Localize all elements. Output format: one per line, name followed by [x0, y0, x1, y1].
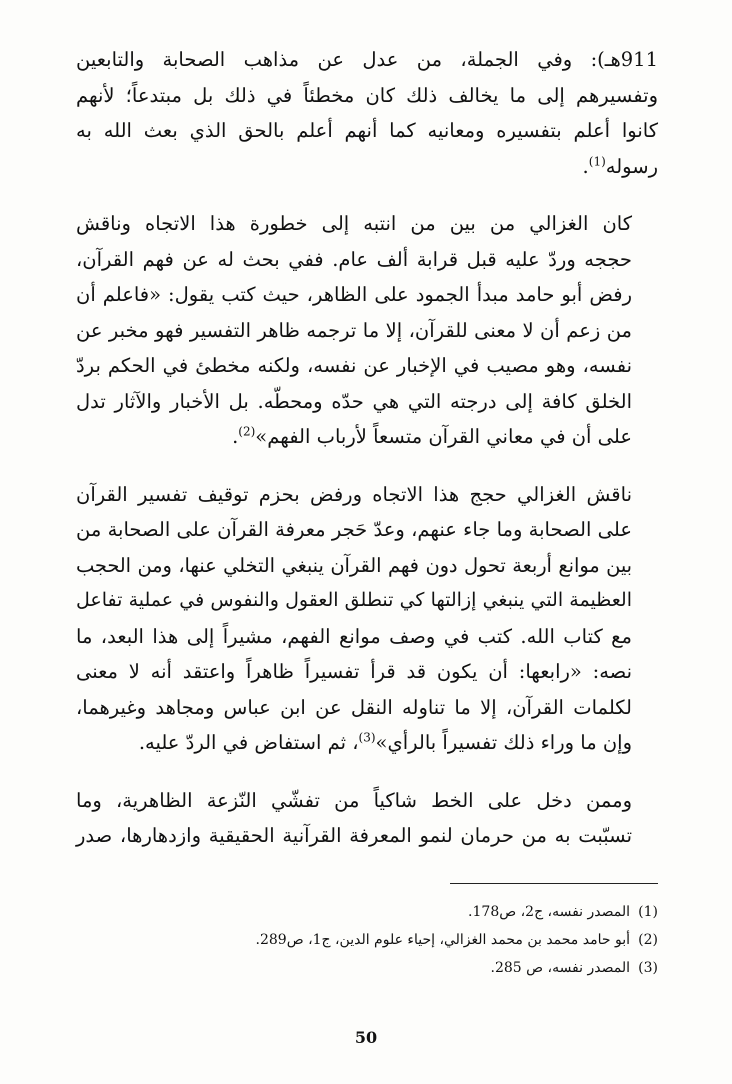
footnote-number: (3) — [638, 960, 658, 976]
text-line — [76, 149, 658, 185]
text-line: بين موانع أربعة تحول دون فهم القرآن ينبغي التخلي عنها، ومن الحجب — [76, 553, 632, 577]
footnote-number: (1) — [638, 904, 658, 920]
text-line: مع كتاب الله. كتب في وصف موانع الفهم، مشيراً إلى هذا البعد، ما — [76, 624, 632, 648]
text-line: كان الغزالي من بين من انتبه إلى خطورة هذا الاتجاه وناقش — [76, 212, 632, 235]
footnote-ref: (3) — [358, 730, 376, 745]
text-line — [76, 419, 658, 455]
text-line-tail: . — [232, 425, 239, 448]
footnote-text: أبو حامد محمد بن محمد الغزالي، إحياء علوم الدين، ج1، ص289. — [255, 932, 630, 948]
text-line-content: على أن في معاني القرآن متسعاً لأرباب الفهم» — [255, 425, 632, 448]
footnote-ref: (2) — [238, 424, 256, 439]
text-line: نصه: «رابعها: أن يكون قد قرأ تفسيراً ظاهراً واعتقد أنه لا معنى — [76, 660, 632, 683]
text-line — [76, 725, 658, 761]
text-line: من زعم أن لا معنى للقرآن، إلا ما ترجمه ظاهر التفسير فهو مخبر عن — [76, 318, 632, 342]
text-line: لكلمات القرآن، إلا ما تناوله النقل عن ابن عباس ومجاهد وغيرهما، — [76, 695, 632, 719]
footnote-1 — [76, 898, 658, 926]
paragraph-4 — [76, 783, 658, 854]
footnote-number: (2) — [638, 932, 658, 948]
text-line-content: وإن ما وراء ذلك تفسيراً بالرأي» — [375, 731, 632, 754]
body-text — [76, 42, 658, 876]
footnote-separator — [450, 883, 658, 884]
text-line-content: رسوله — [605, 154, 658, 178]
footnote-text: المصدر نفسه، ج2، ص178. — [468, 904, 630, 920]
text-line: رفض أبو حامد مبدأ الجمود على الظاهر، حيث كتب يقول: «فاعلم أن — [76, 283, 632, 306]
footnotes — [76, 898, 658, 982]
text-line: حججه وردّ عليه قبل قرابة ألف عام. ففي بحث له عن فهم القرآن، — [76, 247, 632, 271]
text-line-tail: ، ثم استفاض في الردّ عليه. — [138, 731, 359, 754]
footnote-2 — [76, 926, 658, 954]
text-line: ناقش الغزالي حجج هذا الاتجاه ورفض بحزم توقيف تفسير القرآن — [76, 482, 632, 506]
text-line: على الصحابة وما جاء عنهم، وعدّ حَجر معرفة القرآن على الصحابة من — [76, 518, 632, 541]
footnote-ref: (1) — [588, 154, 606, 168]
text-line: وتفسيرهم إلى ما يخالف ذلك كان مخطئاً في ذلك بل مبتدعاً؛ لأنهم — [76, 83, 658, 107]
text-line: 911هـ): وفي الجملة، من عدل عن مذاهب الصحابة والتابعين — [76, 48, 658, 71]
text-line: الخلق كافة إلى درجته التي هي حدّه ومحطّه. بل الأخبار والآثار تدل — [76, 389, 632, 413]
text-line: كانوا أعلم بتفسيره ومعانيه كما أنهم أعلم بالحق الذي بعث الله به — [76, 119, 658, 142]
footnote-text: المصدر نفسه، ص 285. — [490, 960, 630, 976]
text-line: وممن دخل على الخط شاكياً من تفشّي النّزعة الظاهرية، وما — [76, 788, 632, 812]
text-line: نفسه، وهو مصيب في الإخبار عن نفسه، ولكنه مخطئ في الحكم بردّ — [76, 354, 632, 377]
text-line: العظيمة التي ينبغي إزالتها كي تنطلق العقول والنفوس في عملية تفاعل — [76, 589, 632, 611]
paragraph-2 — [76, 206, 658, 455]
text-line-tail: . — [582, 154, 589, 178]
footnote-3 — [76, 954, 658, 982]
paragraph-1 — [76, 42, 658, 184]
paragraph-3 — [76, 477, 658, 761]
page-number: 50 — [354, 1028, 378, 1047]
text-line: تسبّبت به من حرمان لنمو المعرفة القرآنية الحقيقية وازدهارها، صدر — [76, 824, 632, 847]
